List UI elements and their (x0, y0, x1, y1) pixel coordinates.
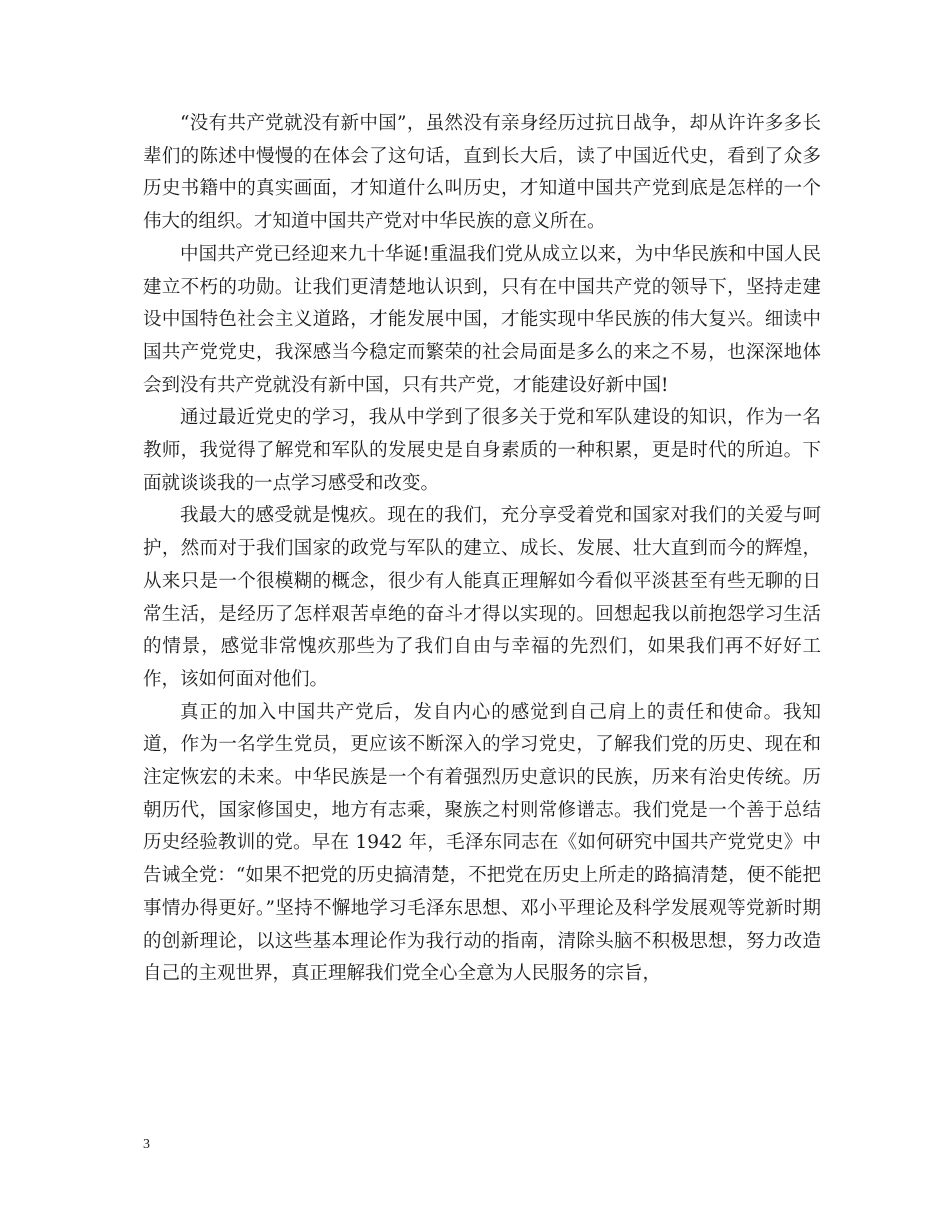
document-body (143, 108, 821, 991)
page-number: 3 (143, 1137, 150, 1152)
paragraph-1: “没有共产党就没有新中国”，虽然没有亲身经历过抗日战争，却从许许多多长辈们的陈述中慢慢的在体会了这句话，直到长大后，读了中国近代史，看到了众多历史书籍中的真实画面，才知道什么叫历史，才知道中国共产党到底是怎样的一个伟大的组织。才知道中国共产党对中华民族的意义所在。 (143, 113, 821, 233)
paragraph-5: 真正的加入中国共产党后，发自内心的感觉到自己肩上的责任和使命。我知道，作为一名学生党员，更应该不断深入的学习党史，了解我们党的历史、现在和注定恢宏的未来。中华民族是一个有着强烈历史意识的民族，历来有治史传统。历朝历代，国家修国史，地方有志乘，聚族之村则常修谱志。我们党是一个善于总结历史经验教训的党。早在 1942 年，毛泽东同志在《如何研究中国共产党党史》中告诫全党：“如果不把党的历史搞清楚，不把党在历史上所走的路搞清楚，便不能把事情办得更好。”坚持不懈地学习毛泽东思想、邓小平理论及科学发展观等党新时期的创新理论，以这些基本理论作为我行动的指南，清除头脑不积极思想，努力改造自己的主观世界，真正理解我们党全心全意为人民服务的宗旨， (143, 701, 821, 985)
paragraph-3: 通过最近党史的学习，我从中学到了很多关于党和军队建设的知识，作为一名教师，我觉得了解党和军队的发展史是自身素质的一种积累，更是时代的所迫。下面就谈谈我的一点学习感受和改变。 (143, 407, 821, 494)
paragraph-4: 我最大的感受就是愧疚。现在的我们，充分享受着党和国家对我们的关爱与呵护，然而对于我们国家的政党与军队的建立、成长、发展、壮大直到而今的辉煌，从来只是一个很模糊的概念，很少有人能真正理解如今看似平淡甚至有些无聊的日常生活，是经历了怎样艰苦卓绝的奋斗才得以实现的。回想起我以前抱怨学习生活的情景，感觉非常愧疚那些为了我们自由与幸福的先烈们，如果我们再不好好工作，该如何面对他们。 (143, 505, 821, 690)
paragraph-2: 中国共产党已经迎来九十华诞!重温我们党从成立以来，为中华民族和中国人民建立不朽的功勋。让我们更清楚地认识到，只有在中国共产党的领导下，坚持走建设中国特色社会主义道路，才能发展中国，才能实现中华民族的伟大复兴。细读中国共产党党史，我深感当今稳定而繁荣的社会局面是多么的来之不易，也深深地体会到没有共产党就没有新中国，只有共产党，才能建设好新中国! (143, 243, 821, 396)
